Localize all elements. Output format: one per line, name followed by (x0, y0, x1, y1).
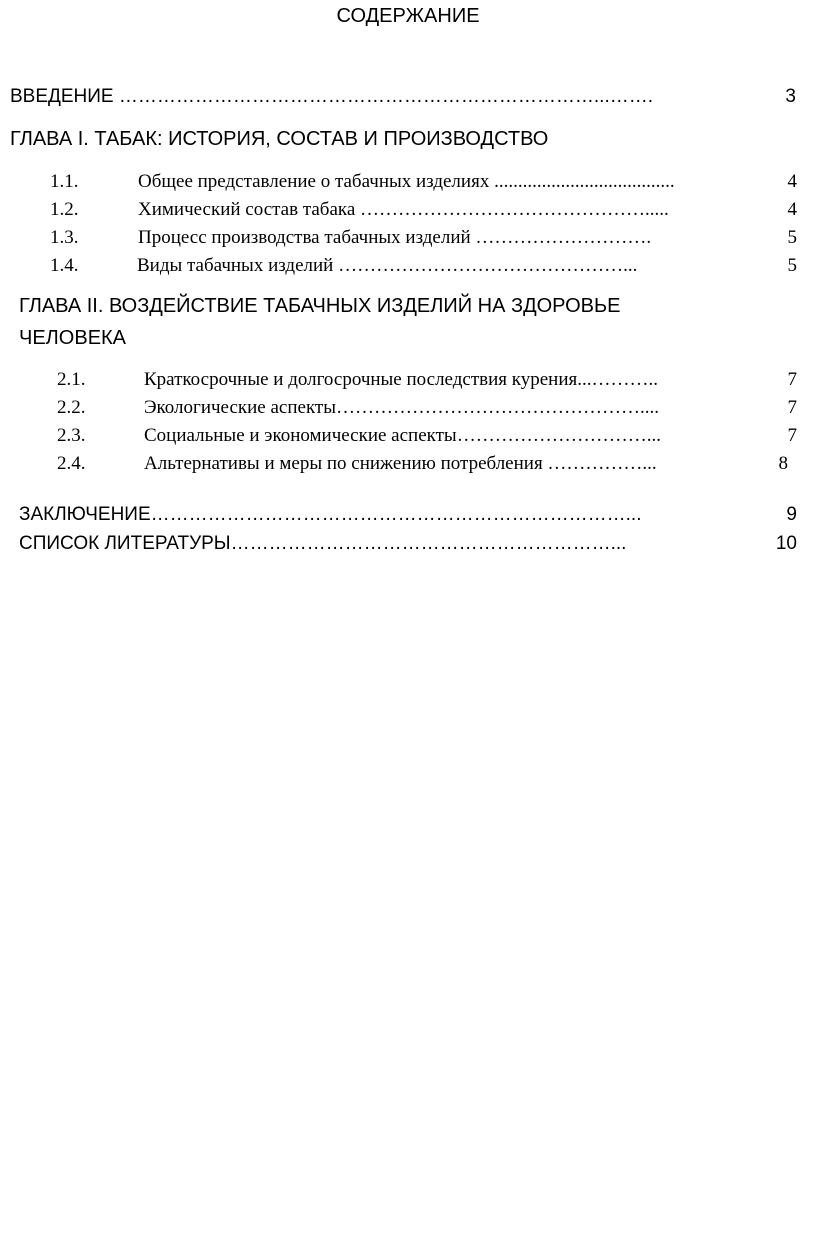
section-number: 1.3. (50, 227, 79, 248)
section-title: Виды табачных изделий ………………………………………... (137, 255, 638, 276)
section-number: 1.1. (50, 171, 79, 192)
section-number: 2.2. (57, 397, 86, 418)
section-title: Социальные и экономические аспекты…………………………... (144, 425, 661, 446)
section-page: 5 (787, 227, 797, 248)
section-title: Альтернативы и меры по снижению потребления ……………... (144, 453, 657, 474)
toc-entry-2-3 (57, 424, 797, 448)
section-page: 5 (787, 255, 797, 276)
section-title: Химический состав табака ………………………………………..... (138, 199, 669, 220)
section-number: 1.2. (50, 199, 79, 220)
toc-entry-conclusion (19, 503, 797, 527)
section-page: 7 (787, 397, 797, 418)
section-page: 4 (787, 171, 797, 192)
toc-entry-1-4 (50, 254, 797, 278)
toc-entry-2-2 (57, 396, 797, 420)
toc-entry-2-4 (57, 452, 788, 476)
section-title: Процесс производства табачных изделий ………………………. (138, 227, 652, 248)
section-number: 2.1. (57, 369, 86, 390)
section-page: 4 (787, 199, 797, 220)
toc-entry-page: 10 (775, 533, 797, 554)
section-page: 7 (787, 425, 797, 446)
section-number: 2.3. (57, 425, 86, 446)
toc-entry-text: СПИСОК ЛИТЕРАТУРЫ……………………………………………………... (19, 533, 627, 554)
chapter-1-heading: ГЛАВА I. ТАБАК: ИСТОРИЯ, СОСТАВ И ПРОИЗВОДСТВО (10, 128, 549, 150)
toc-entry-1-3 (50, 226, 797, 250)
section-number: 1.4. (50, 255, 79, 276)
chapter-2-heading-line-1: ГЛАВА II. ВОЗДЕЙСТВИЕ ТАБАЧНЫХ ИЗДЕЛИЙ НА ЗДОРОВЬЕ (19, 295, 621, 317)
section-page: 7 (787, 369, 797, 390)
section-page: 8 (778, 453, 788, 474)
toc-entry-page: 3 (785, 86, 796, 107)
toc-entry-page: 9 (786, 504, 797, 525)
toc-entry-text: ВВЕДЕНИЕ …………………………………………………………………...……. (10, 86, 654, 107)
section-title: Краткосрочные и долгосрочные последствия курения...……….. (144, 369, 658, 390)
section-title: Экологические аспекты………………………………………….... (144, 397, 659, 418)
toc-entry-1-2 (50, 198, 797, 222)
toc-entry-2-1 (57, 368, 797, 392)
toc-entry-introduction (10, 85, 796, 109)
toc-entry-text: ЗАКЛЮЧЕНИЕ…………………………………………………………………... (19, 504, 642, 525)
toc-entry-bibliography (19, 532, 797, 556)
section-number: 2.4. (57, 453, 86, 474)
section-title: Общее представление о табачных изделиях ...................................... (138, 171, 675, 192)
chapter-2-heading-line-2: ЧЕЛОВЕКА (19, 327, 127, 349)
toc-entry-1-1 (50, 170, 797, 194)
toc-title: СОДЕРЖАНИЕ (336, 5, 480, 27)
